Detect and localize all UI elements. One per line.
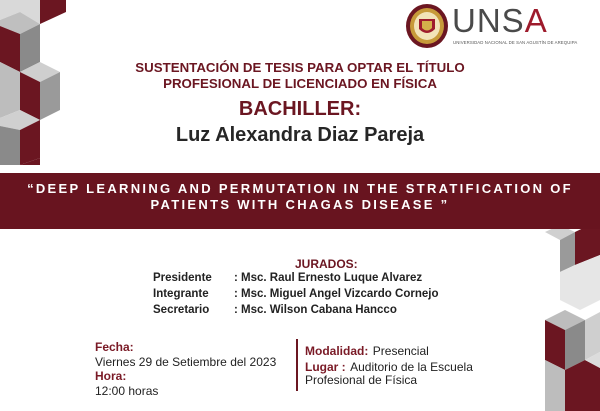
cube-face: [585, 312, 600, 360]
modalidad-label: Modalidad:: [305, 344, 369, 358]
jury-role-integrante: Integrante: [153, 288, 209, 300]
logo-wordmark: UNSA: [452, 2, 548, 39]
lugar-label: Lugar :: [305, 360, 346, 374]
thesis-title-line-2: PATIENTS WITH CHAGAS DISEASE ”: [150, 197, 450, 212]
jury-name-integrante: : Msc. Miguel Angel Vizcardo Cornejo: [234, 288, 439, 300]
candidate-name: Luz Alexandra Diaz Pareja: [175, 124, 425, 146]
hora-value: 12:00 horas: [95, 384, 159, 398]
jury-name-secretario: : Msc. Wilson Cabana Hancco: [234, 304, 397, 316]
fecha-value: Viernes 29 de Setiembre del 2023: [95, 355, 277, 369]
thesis-title-line-1: “DEEP LEARNING AND PERMUTATION IN THE STRATIFICATION OF: [27, 181, 573, 196]
details-divider: [296, 339, 298, 391]
header-line-2: PROFESIONAL DE LICENCIADO EN FÍSICA: [163, 76, 437, 91]
fecha-label: Fecha:: [95, 340, 134, 354]
modalidad-value: Presencial: [372, 344, 429, 358]
logo-wordmark-a: A: [524, 2, 548, 39]
unsa-logo: [405, 2, 578, 52]
hora-label: Hora:: [95, 369, 127, 383]
jury-role-presidente: Presidente: [153, 272, 212, 284]
logo-subtitle: UNIVERSIDAD NACIONAL DE SAN AGUSTÍN DE AREQUIPA: [453, 40, 578, 45]
cube-face: [40, 0, 66, 24]
thesis-title: [0, 181, 600, 213]
jury-title: JURADOS:: [295, 257, 358, 271]
bachiller-label: BACHILLER:: [238, 98, 362, 120]
header-line-1: SUSTENTACIÓN DE TESIS PARA OPTAR EL TÍTULO: [135, 60, 465, 75]
jury-name-presidente: : Msc. Raul Ernesto Luque Alvarez: [234, 272, 423, 284]
lugar-value: Auditorio de la Escuela: [350, 360, 473, 374]
lugar-value-line-2: Profesional de Física: [305, 373, 418, 387]
jury-role-secretario: Secretario: [153, 304, 210, 316]
cube-face: [565, 360, 600, 411]
university-seal-icon: [405, 3, 449, 49]
